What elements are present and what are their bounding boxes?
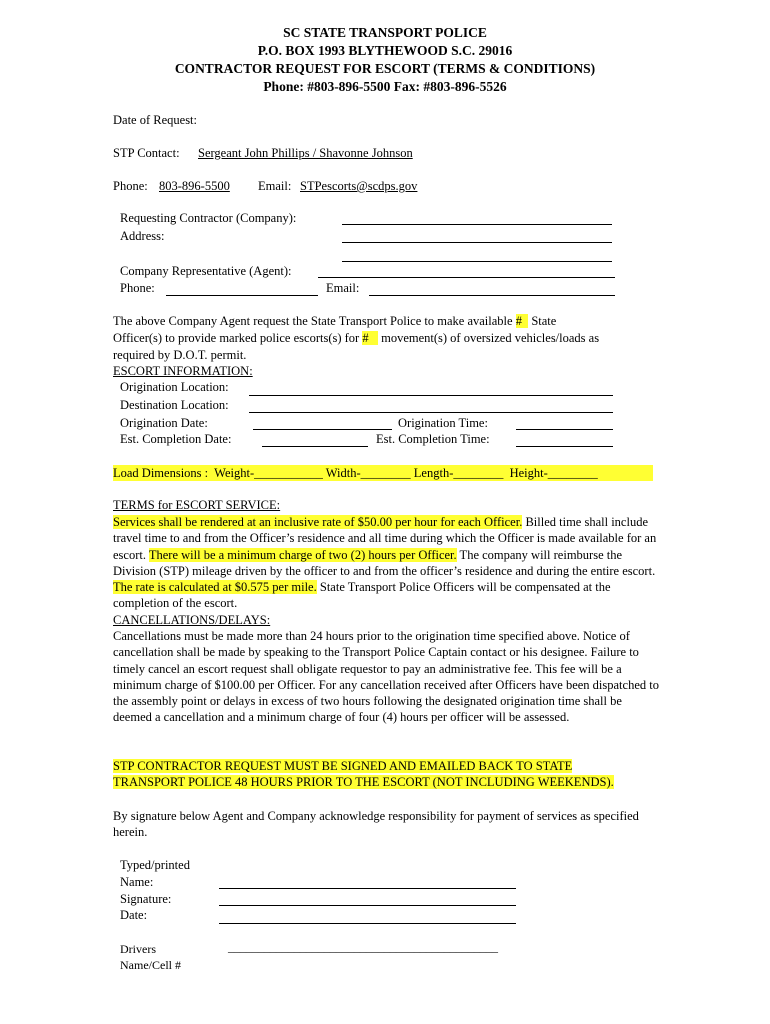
escort-info-heading: ESCORT INFORMATION: [113, 364, 253, 378]
signature-field[interactable] [219, 905, 516, 906]
agent-request-line-1 [113, 313, 556, 329]
header-form-title: CONTRACTOR REQUEST FOR ESCORT (TERMS & CONDITIONS) [174, 61, 596, 76]
name-label: Name: [120, 875, 154, 889]
officer-count-field[interactable]: # [515, 314, 522, 328]
acknowledgement-text: By signature below Agent and Company acknowledge responsibility for payment of services as specified herein. [113, 809, 639, 840]
name-field[interactable] [219, 888, 516, 889]
origination-time-field[interactable] [516, 429, 613, 430]
stp-contact-value: Sergeant John Phillips / Shavonne Johnson [198, 146, 413, 160]
terms-mileage-highlight: The rate is calculated at $0.575 per mile. [113, 580, 317, 595]
agent-request-text-1: The above Company Agent request the State Transport Police to make available [113, 314, 513, 328]
agent-field[interactable] [318, 277, 615, 278]
header-title: SC STATE TRANSPORT POLICE [283, 25, 487, 40]
typed-printed-label: Typed/printed [120, 858, 190, 872]
est-completion-time-field[interactable] [516, 446, 613, 447]
terms-paragraph [113, 514, 661, 612]
agent-request-text-2: State [531, 314, 557, 328]
name-cell-label: Name/Cell # [120, 958, 181, 972]
date-label: Date: [120, 908, 148, 922]
signature-label: Signature: [120, 892, 172, 906]
header-address: P.O. BOX 1993 BLYTHEWOOD S.C. 29016 [257, 43, 513, 58]
stp-contact-label: STP Contact: [113, 146, 180, 160]
header-phone-fax: Phone: #803-896-5500 Fax: #803-896-5526 [263, 79, 507, 94]
origination-location-field[interactable] [249, 395, 613, 396]
address-field-line-1[interactable] [342, 242, 612, 243]
stp-phone-label: Phone: [113, 179, 148, 193]
agent-request-text-4: movement(s) of oversized vehicles/loads as [381, 331, 600, 345]
destination-location-field[interactable] [249, 412, 613, 413]
agent-request-line-2 [113, 330, 599, 346]
company-field[interactable] [342, 224, 612, 225]
load-dimensions-line[interactable]: Load Dimensions : Weight-___________ Width-________ Length-________ Height-________ [113, 465, 653, 481]
agent-request-text-3: Officer(s) to provide marked police escorts(s) for [113, 331, 360, 345]
date-field[interactable] [219, 923, 516, 924]
notice-block [113, 758, 633, 791]
date-of-request-label: Date of Request: [113, 113, 198, 127]
cancellations-heading: CANCELLATIONS/DELAYS: [113, 613, 271, 627]
est-completion-date-label: Est. Completion Date: [120, 432, 232, 446]
terms-rate-highlight: Services shall be rendered at an inclusive rate of $50.00 per hour for each Officer. [113, 515, 523, 529]
address-label: Address: [120, 229, 165, 243]
stp-phone-value: 803-896-5500 [159, 179, 230, 193]
est-completion-time-label: Est. Completion Time: [376, 432, 490, 446]
origination-time-label: Origination Time: [398, 416, 488, 430]
movement-count-field[interactable]: # [362, 331, 369, 345]
stp-email-link[interactable]: STPescorts@scdps.gov [300, 179, 418, 193]
agent-email-field[interactable] [369, 295, 615, 296]
drivers-label: Drivers [120, 942, 156, 956]
origination-date-field[interactable] [253, 429, 392, 430]
destination-location-label: Destination Location: [120, 398, 229, 412]
agent-phone-field[interactable] [166, 295, 318, 296]
terms-minimum-highlight: There will be a minimum charge of two (2) hours per Officer. [148, 547, 457, 562]
stp-email-label: Email: [258, 179, 292, 193]
origination-date-label: Origination Date: [120, 416, 208, 430]
origination-location-label: Origination Location: [120, 380, 229, 394]
agent-label: Company Representative (Agent): [120, 264, 292, 278]
agent-phone-label: Phone: [120, 281, 155, 295]
agent-email-label: Email: [326, 281, 360, 295]
company-label: Requesting Contractor (Company): [120, 211, 297, 225]
terms-text-2: The company will reimburse the Division (STP) mileage driven by the officer to and from the officer’s residence and during the entire escort. [113, 547, 656, 578]
terms-text-1: Billed time shall include travel time to and from the Officer’s residence and all time during which the Officer is made available for an escort. [113, 515, 657, 562]
terms-text-3: State Transport Police Officers will be compensated at the completion of the escort. [113, 580, 611, 611]
notice-highlight: STP CONTRACTOR REQUEST MUST BE SIGNED AND EMAILED BACK TO STATE TRANSPORT POLICE 48 HOURS PRIOR TO THE ESCORT (NOT INCLUDING WEEKENDS). [113, 759, 614, 790]
cancellations-paragraph: Cancellations must be made more than 24 hours prior to the origination time specified above. Notice of cancellation shall be made by speaking to the Transport Police Captain contact or his designee. Failure to timely cancel an escort request shall obligate requestor to pay an administrative fee. This fee will be a minimum charge of $100.00 per Officer. For any cancellation received after Officers have been dispatched to the assembly point or delays in excess of two hours following the designated origination time shall be deemed a cancellation and a minimum charge of four (4) hours per officer will be assessed. [113, 629, 659, 725]
est-completion-date-field[interactable] [262, 446, 368, 447]
agent-request-text-5: required by D.O.T. permit. [113, 348, 247, 362]
terms-heading: TERMS for ESCORT SERVICE: [113, 498, 281, 512]
drivers-field[interactable]: _____________________________________________ [228, 940, 498, 954]
address-field-line-2[interactable] [342, 261, 612, 262]
